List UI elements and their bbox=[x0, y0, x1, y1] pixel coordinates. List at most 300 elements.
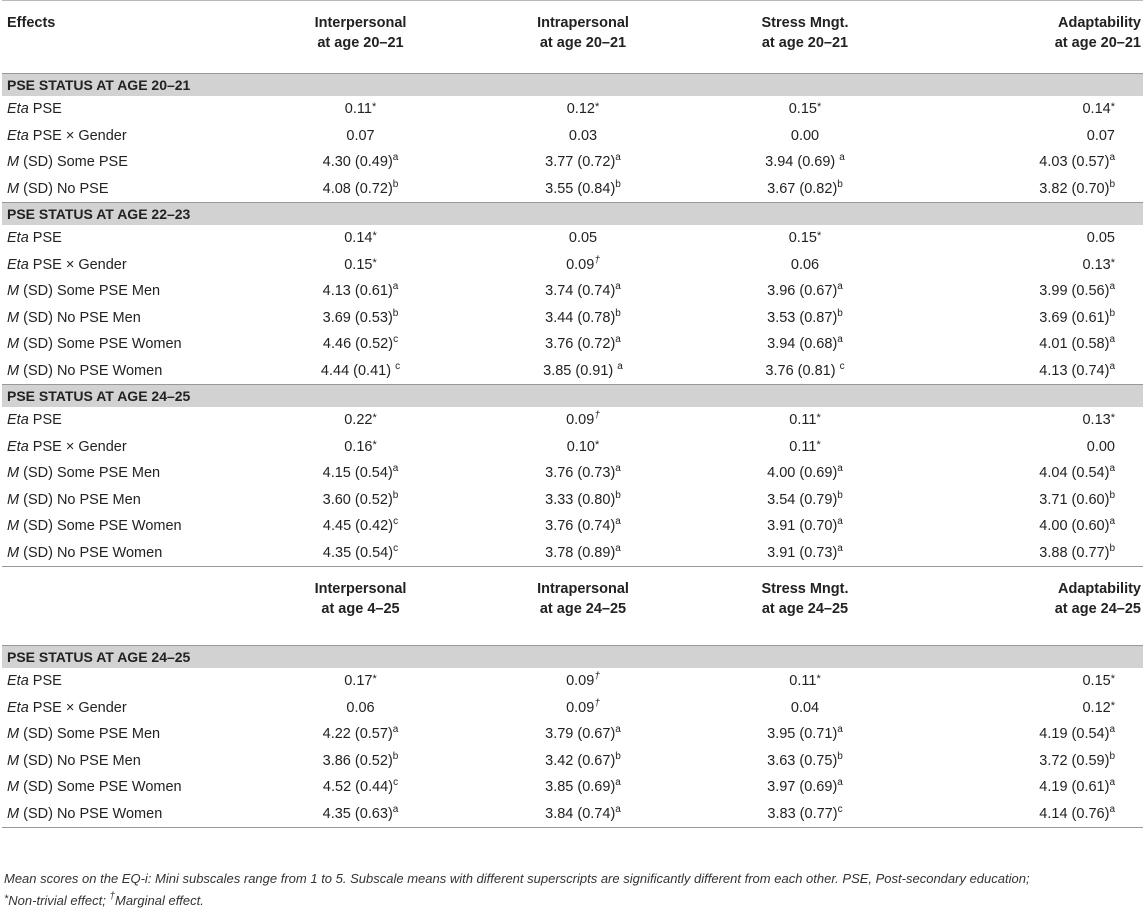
section-header-row bbox=[2, 74, 1143, 97]
cell-value: 4.13 (0.74) bbox=[1039, 362, 1110, 379]
cell-superscript: a bbox=[1109, 777, 1115, 789]
footnote-line-2 bbox=[4, 889, 1124, 911]
table-row bbox=[2, 668, 1143, 695]
row-label-italic: Eta bbox=[7, 438, 29, 455]
row-label-rest: PSE × Gender bbox=[28, 256, 127, 273]
row-label bbox=[2, 695, 249, 722]
significance-asterisk: * bbox=[816, 412, 821, 425]
column-header-line: Effects bbox=[7, 15, 56, 31]
cell-value: 3.76 (0.72) bbox=[545, 336, 616, 353]
table-cell bbox=[694, 225, 916, 252]
cell-value: 0.16 bbox=[344, 438, 373, 455]
cell-value: 0.09 bbox=[566, 412, 595, 429]
row-label bbox=[2, 487, 249, 514]
table-cell bbox=[249, 149, 472, 176]
row-label bbox=[2, 407, 249, 434]
row-label bbox=[2, 331, 249, 358]
column-header bbox=[472, 567, 694, 646]
significance-asterisk: * bbox=[1110, 673, 1115, 686]
column-header-line: at age 20–21 bbox=[317, 35, 404, 51]
row-label-italic: M bbox=[7, 336, 20, 353]
cell-superscript: a bbox=[837, 542, 843, 554]
table-cell bbox=[694, 358, 916, 385]
table-cell bbox=[694, 540, 916, 567]
row-label-rest: (SD) No PSE Men bbox=[19, 309, 141, 326]
table-cell bbox=[916, 748, 1143, 775]
table-cell bbox=[472, 748, 694, 775]
cell-value: 3.72 (0.59) bbox=[1039, 752, 1110, 769]
cell-superscript: a bbox=[615, 152, 621, 164]
table-cell bbox=[694, 434, 916, 461]
table-body bbox=[2, 1, 1143, 828]
cell-value: 0.22 bbox=[344, 412, 373, 429]
table-cell bbox=[694, 460, 916, 487]
cell-value: 3.97 (0.69) bbox=[767, 779, 838, 796]
significance-asterisk: * bbox=[372, 230, 377, 243]
table-cell bbox=[249, 487, 472, 514]
table-cell bbox=[694, 407, 916, 434]
cell-value: 0.14 bbox=[344, 230, 373, 247]
column-header-line: at age 24–25 bbox=[761, 601, 849, 617]
cell-superscript: b bbox=[392, 178, 399, 190]
table-cell bbox=[472, 487, 694, 514]
table-cell bbox=[472, 123, 694, 150]
column-header bbox=[472, 1, 694, 74]
cell-value: 0.07 bbox=[1086, 127, 1115, 144]
row-label-italic: Eta bbox=[7, 412, 29, 429]
cell-value: 3.63 (0.75) bbox=[767, 752, 838, 769]
table-cell bbox=[472, 176, 694, 203]
table-row bbox=[2, 305, 1143, 332]
cell-value: 3.96 (0.67) bbox=[767, 283, 838, 300]
table-cell bbox=[472, 774, 694, 801]
column-header bbox=[2, 567, 249, 646]
cell-value: 0.03 bbox=[568, 127, 598, 144]
table-row bbox=[2, 460, 1143, 487]
cell-value: 4.46 (0.52) bbox=[322, 336, 394, 353]
row-label-italic: Eta bbox=[7, 230, 29, 247]
cell-value: 3.84 (0.74) bbox=[545, 805, 616, 822]
cell-superscript: b bbox=[837, 750, 843, 762]
significance-asterisk: * bbox=[816, 438, 821, 451]
cell-value: 4.44 (0.41) bbox=[320, 362, 396, 379]
table-cell bbox=[249, 252, 472, 279]
section-title: PSE STATUS AT AGE 24–25 bbox=[2, 646, 1143, 669]
row-label-rest: (SD) Some PSE Women bbox=[19, 336, 182, 353]
table-cell bbox=[249, 668, 472, 695]
significance-asterisk: * bbox=[816, 101, 822, 114]
row-label-italic: Eta bbox=[7, 699, 29, 716]
significance-asterisk: * bbox=[372, 438, 377, 451]
table-cell bbox=[916, 487, 1143, 514]
table-cell bbox=[472, 149, 694, 176]
row-label bbox=[2, 176, 249, 203]
table-cell bbox=[916, 278, 1143, 305]
table-row bbox=[2, 774, 1143, 801]
cell-value: 0.11 bbox=[789, 673, 817, 690]
table-cell bbox=[694, 252, 916, 279]
cell-value: 3.33 (0.80) bbox=[545, 491, 616, 508]
table-cell bbox=[249, 331, 472, 358]
table-cell bbox=[472, 407, 694, 434]
cell-value: 3.69 (0.53) bbox=[322, 309, 393, 326]
cell-value: 0.06 bbox=[790, 256, 820, 273]
row-label bbox=[2, 252, 249, 279]
cell-value: 0.00 bbox=[1086, 438, 1115, 455]
cell-superscript: b bbox=[837, 489, 843, 501]
cell-value: 3.91 (0.70) bbox=[767, 518, 838, 535]
table-cell bbox=[916, 540, 1143, 567]
cell-value: 4.03 (0.57) bbox=[1039, 154, 1110, 171]
cell-value: 3.95 (0.71) bbox=[767, 726, 838, 743]
cell-superscript: a bbox=[615, 463, 621, 475]
cell-superscript: a bbox=[1109, 463, 1115, 475]
cell-superscript: b bbox=[1109, 542, 1115, 554]
significance-asterisk: * bbox=[1110, 256, 1115, 269]
cell-value: 0.13 bbox=[1082, 256, 1111, 273]
table-cell bbox=[694, 149, 916, 176]
column-header-line: Intrapersonal bbox=[537, 15, 629, 31]
row-label bbox=[2, 225, 249, 252]
cell-superscript: b bbox=[392, 307, 399, 319]
cell-value: 0.09 bbox=[566, 256, 595, 273]
cell-superscript: a bbox=[1109, 152, 1115, 164]
column-header-line: at age 20–21 bbox=[539, 35, 627, 51]
cell-value: 0.15 bbox=[344, 256, 373, 273]
cell-value: 3.85 (0.69) bbox=[545, 779, 616, 796]
table-row bbox=[2, 801, 1143, 828]
table-cell bbox=[249, 695, 472, 722]
cell-superscript: b bbox=[837, 178, 843, 190]
table-cell bbox=[694, 96, 916, 123]
cell-superscript: a bbox=[615, 724, 621, 736]
cell-value: 0.04 bbox=[790, 699, 820, 716]
cell-superscript: a bbox=[617, 360, 623, 372]
cell-value: 3.77 (0.72) bbox=[545, 154, 616, 171]
cell-superscript: c bbox=[393, 516, 399, 528]
row-label-rest: (SD) No PSE Women bbox=[19, 805, 163, 822]
cell-value: 4.19 (0.54) bbox=[1039, 726, 1110, 743]
cell-superscript: a bbox=[615, 777, 621, 789]
cell-superscript: b bbox=[1109, 178, 1115, 190]
cell-value: 4.00 (0.69) bbox=[767, 465, 838, 482]
table-cell bbox=[249, 748, 472, 775]
cell-value: 0.12 bbox=[1082, 699, 1111, 716]
cell-value: 3.99 (0.56) bbox=[1039, 283, 1110, 300]
significance-asterisk: * bbox=[816, 230, 822, 243]
cell-value: 3.60 (0.52) bbox=[322, 491, 393, 508]
table-cell bbox=[916, 96, 1143, 123]
cell-superscript: a bbox=[1109, 334, 1115, 346]
cell-value: 4.19 (0.61) bbox=[1039, 779, 1110, 796]
cell-superscript: a bbox=[837, 516, 843, 528]
cell-value: 0.15 bbox=[1082, 673, 1111, 690]
significance-asterisk: * bbox=[372, 673, 377, 686]
table-cell bbox=[694, 721, 916, 748]
row-label-rest: PSE × Gender bbox=[28, 127, 127, 144]
column-header bbox=[916, 1, 1143, 74]
cell-value: 0.15 bbox=[788, 101, 817, 118]
table-cell bbox=[916, 305, 1143, 332]
table-row bbox=[2, 278, 1143, 305]
cell-superscript: † bbox=[594, 671, 600, 683]
cell-value: 4.14 (0.76) bbox=[1039, 805, 1110, 822]
table-row bbox=[2, 149, 1143, 176]
cell-superscript: a bbox=[1109, 803, 1115, 815]
column-header bbox=[249, 567, 472, 646]
row-label-italic: M bbox=[7, 362, 20, 379]
cell-superscript: b bbox=[615, 750, 621, 762]
table-cell bbox=[472, 668, 694, 695]
cell-superscript: a bbox=[615, 516, 621, 528]
table-cell bbox=[916, 123, 1143, 150]
column-header-line: at age 24–25 bbox=[1054, 601, 1141, 617]
cell-value: 3.79 (0.67) bbox=[545, 726, 616, 743]
significance-asterisk: * bbox=[594, 438, 600, 451]
cell-value: 3.55 (0.84) bbox=[545, 180, 616, 197]
row-label-italic: M bbox=[7, 180, 20, 197]
table-row bbox=[2, 252, 1143, 279]
table-cell bbox=[694, 668, 916, 695]
cell-superscript: a bbox=[1109, 516, 1115, 528]
cell-superscript: c bbox=[393, 777, 399, 789]
significance-asterisk: * bbox=[1110, 412, 1115, 425]
table-cell bbox=[249, 176, 472, 203]
cell-superscript: a bbox=[837, 777, 843, 789]
significance-asterisk: * bbox=[816, 673, 821, 686]
table-cell bbox=[249, 96, 472, 123]
table-cell bbox=[694, 176, 916, 203]
row-label-rest: PSE bbox=[28, 412, 62, 429]
table-cell bbox=[694, 123, 916, 150]
row-label-italic: M bbox=[7, 283, 20, 300]
table-cell bbox=[472, 721, 694, 748]
cell-superscript: c bbox=[393, 542, 399, 554]
row-label-italic: M bbox=[7, 465, 20, 482]
significance-asterisk: * bbox=[1110, 101, 1115, 114]
table-cell bbox=[694, 487, 916, 514]
cell-value: 3.76 (0.81) bbox=[765, 362, 840, 379]
cell-value: 4.13 (0.61) bbox=[322, 283, 393, 300]
row-label-italic: Eta bbox=[7, 127, 29, 144]
table-cell bbox=[916, 460, 1143, 487]
row-label-rest: (SD) Some PSE Women bbox=[19, 779, 182, 796]
table-cell bbox=[249, 225, 472, 252]
table-cell bbox=[472, 434, 694, 461]
row-label-rest: PSE bbox=[28, 673, 62, 690]
section-title: PSE STATUS AT AGE 22–23 bbox=[2, 203, 1143, 226]
table-cell bbox=[249, 801, 472, 828]
table-row bbox=[2, 513, 1143, 540]
cell-value: 3.42 (0.67) bbox=[545, 752, 616, 769]
cell-value: 3.83 (0.77) bbox=[767, 805, 838, 822]
row-label-italic: M bbox=[7, 309, 20, 326]
row-label bbox=[2, 358, 249, 385]
row-label-rest: PSE × Gender bbox=[28, 438, 127, 455]
footnote-marginal: Marginal effect. bbox=[115, 893, 204, 908]
table-cell bbox=[249, 434, 472, 461]
row-label bbox=[2, 96, 249, 123]
table-row bbox=[2, 434, 1143, 461]
table-cell bbox=[694, 331, 916, 358]
cell-superscript: a bbox=[839, 152, 845, 164]
row-label-italic: M bbox=[7, 544, 20, 561]
cell-superscript: a bbox=[392, 152, 399, 164]
table-cell bbox=[916, 434, 1143, 461]
cell-superscript: c bbox=[837, 803, 843, 815]
table-cell bbox=[249, 358, 472, 385]
cell-value: 0.14 bbox=[1082, 101, 1111, 118]
cell-superscript: a bbox=[392, 463, 399, 475]
cell-value: 0.12 bbox=[566, 101, 595, 118]
cell-superscript: c bbox=[395, 360, 401, 372]
table-cell bbox=[472, 695, 694, 722]
table-cell bbox=[249, 278, 472, 305]
cell-superscript: a bbox=[1109, 724, 1115, 736]
cell-value: 4.01 (0.58) bbox=[1039, 336, 1110, 353]
table-cell bbox=[694, 774, 916, 801]
column-header bbox=[249, 1, 472, 74]
cell-value: 3.53 (0.87) bbox=[767, 309, 838, 326]
row-label-italic: M bbox=[7, 779, 20, 796]
table-row bbox=[2, 721, 1143, 748]
significance-asterisk: * bbox=[594, 101, 600, 114]
cell-value: 4.08 (0.72) bbox=[322, 180, 393, 197]
header-row bbox=[2, 567, 1143, 646]
row-label bbox=[2, 513, 249, 540]
column-header-line: Stress Mngt. bbox=[761, 581, 849, 597]
table-cell bbox=[472, 513, 694, 540]
footnote-dagger: † bbox=[109, 891, 115, 902]
cell-value: 3.44 (0.78) bbox=[545, 309, 616, 326]
significance-asterisk: * bbox=[372, 412, 377, 425]
table-cell bbox=[472, 358, 694, 385]
cell-value: 3.94 (0.68) bbox=[767, 336, 838, 353]
row-label bbox=[2, 774, 249, 801]
table-row bbox=[2, 695, 1143, 722]
cell-superscript: b bbox=[615, 178, 621, 190]
table-cell bbox=[694, 513, 916, 540]
column-header-line: at age 20–21 bbox=[761, 35, 849, 51]
table-cell bbox=[916, 407, 1143, 434]
cell-value: 3.91 (0.73) bbox=[767, 544, 838, 561]
cell-value: 4.52 (0.44) bbox=[322, 779, 394, 796]
cell-value: 3.69 (0.61) bbox=[1039, 309, 1110, 326]
row-label bbox=[2, 460, 249, 487]
table-cell bbox=[916, 801, 1143, 828]
column-header-line: Adaptability bbox=[1058, 15, 1141, 31]
cell-superscript: b bbox=[392, 750, 399, 762]
cell-value: 3.94 (0.69) bbox=[765, 154, 840, 171]
table-cell bbox=[472, 252, 694, 279]
row-label-rest: (SD) No PSE Men bbox=[19, 491, 141, 508]
cell-value: 3.54 (0.79) bbox=[767, 491, 838, 508]
table-cell bbox=[472, 225, 694, 252]
table-cell bbox=[472, 305, 694, 332]
cell-value: 3.71 (0.60) bbox=[1039, 491, 1110, 508]
table-cell bbox=[472, 278, 694, 305]
cell-superscript: a bbox=[837, 281, 843, 293]
table-cell bbox=[249, 540, 472, 567]
cell-superscript: a bbox=[615, 281, 621, 293]
cell-superscript: b bbox=[1109, 489, 1115, 501]
row-label-rest: (SD) Some PSE Men bbox=[19, 465, 161, 482]
cell-value: 0.17 bbox=[344, 673, 373, 690]
row-label bbox=[2, 278, 249, 305]
table-cell bbox=[916, 225, 1143, 252]
table-row bbox=[2, 407, 1143, 434]
row-label-italic: M bbox=[7, 491, 20, 508]
table-cell bbox=[694, 748, 916, 775]
row-label-rest: PSE bbox=[28, 101, 62, 118]
column-header-line: at age 24–25 bbox=[539, 601, 627, 617]
cell-value: 4.00 (0.60) bbox=[1039, 518, 1110, 535]
cell-value: 0.13 bbox=[1082, 412, 1111, 429]
row-label-rest: (SD) Some PSE Men bbox=[19, 726, 161, 743]
row-label bbox=[2, 748, 249, 775]
table-cell bbox=[249, 513, 472, 540]
cell-superscript: a bbox=[1109, 360, 1115, 372]
section-header-row bbox=[2, 385, 1143, 408]
table-cell bbox=[916, 721, 1143, 748]
column-header bbox=[916, 567, 1143, 646]
cell-value: 3.78 (0.89) bbox=[545, 544, 616, 561]
column-header-line: Interpersonal bbox=[314, 581, 407, 597]
row-label bbox=[2, 305, 249, 332]
row-label-italic: M bbox=[7, 726, 20, 743]
section-title: PSE STATUS AT AGE 24–25 bbox=[2, 385, 1143, 408]
row-label-italic: M bbox=[7, 752, 20, 769]
table-cell bbox=[249, 407, 472, 434]
cell-value: 3.76 (0.73) bbox=[545, 465, 616, 482]
cell-value: 4.35 (0.54) bbox=[322, 544, 394, 561]
table-cell bbox=[916, 513, 1143, 540]
cell-superscript: a bbox=[615, 334, 621, 346]
table-cell bbox=[249, 123, 472, 150]
cell-value: 4.45 (0.42) bbox=[322, 518, 394, 535]
row-label-italic: M bbox=[7, 518, 20, 535]
table-cell bbox=[249, 460, 472, 487]
significance-asterisk: * bbox=[372, 256, 377, 269]
cell-superscript: a bbox=[615, 542, 621, 554]
row-label-rest: (SD) Some PSE Women bbox=[19, 518, 182, 535]
header-row bbox=[2, 1, 1143, 74]
cell-value: 4.35 (0.63) bbox=[322, 805, 393, 822]
row-label-italic: Eta bbox=[7, 673, 29, 690]
cell-value: 3.67 (0.82) bbox=[767, 180, 838, 197]
section-header-row bbox=[2, 646, 1143, 669]
results-table bbox=[2, 0, 1143, 828]
cell-value: 3.82 (0.70) bbox=[1039, 180, 1110, 197]
row-label-rest: PSE × Gender bbox=[28, 699, 127, 716]
row-label-italic: Eta bbox=[7, 101, 29, 118]
cell-superscript: † bbox=[594, 697, 600, 709]
cell-value: 0.05 bbox=[1086, 230, 1115, 247]
cell-superscript: a bbox=[837, 334, 843, 346]
section-title: PSE STATUS AT AGE 20–21 bbox=[2, 74, 1143, 97]
cell-value: 0.07 bbox=[346, 127, 375, 144]
table-row bbox=[2, 123, 1143, 150]
table-cell bbox=[472, 540, 694, 567]
cell-value: 0.09 bbox=[566, 673, 595, 690]
row-label-italic: M bbox=[7, 154, 20, 171]
cell-value: 4.30 (0.49) bbox=[322, 154, 393, 171]
row-label-italic: M bbox=[7, 805, 20, 822]
table-cell bbox=[249, 774, 472, 801]
cell-value: 0.11 bbox=[789, 412, 817, 429]
table-cell bbox=[916, 252, 1143, 279]
table-cell bbox=[916, 668, 1143, 695]
